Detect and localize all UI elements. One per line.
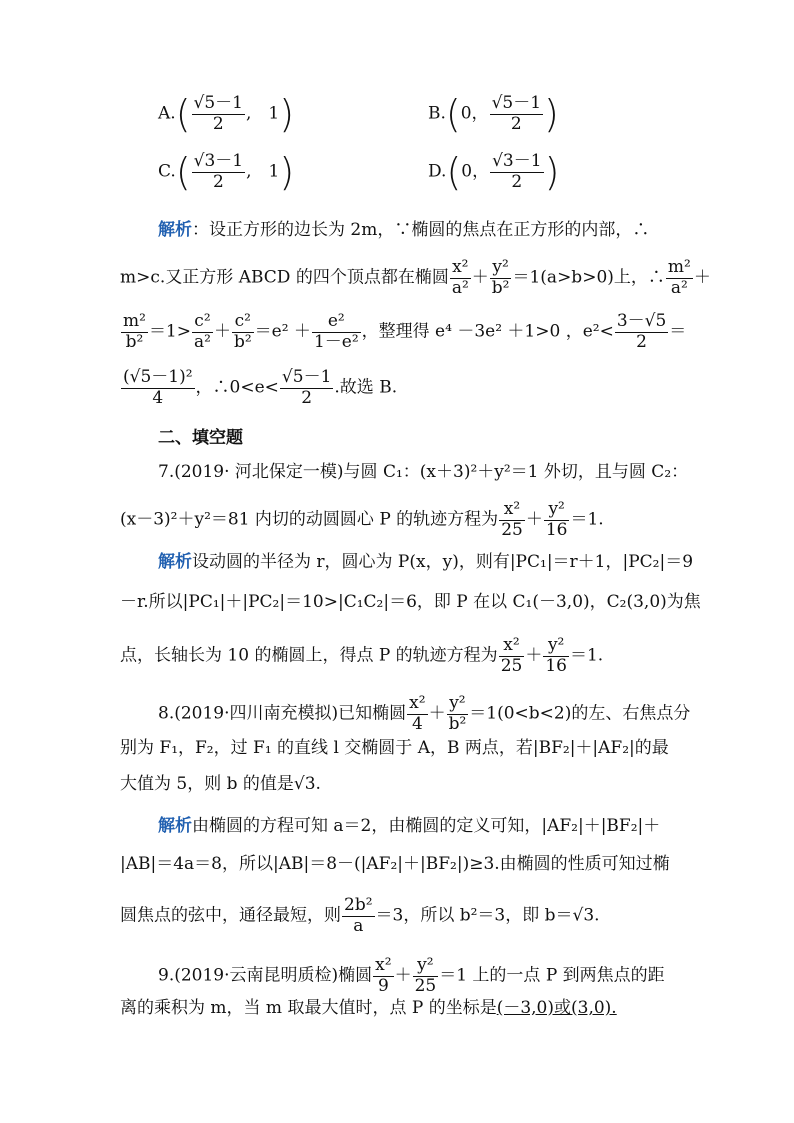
- q8-solution-line3: [120, 896, 600, 936]
- frac: $\frac{\text{(√5－1)²}}{4}$: [123, 367, 193, 408]
- frac: $\frac{\text{c²}}{\text{a²}}$: [194, 311, 211, 352]
- q6-text: ，整理得 e⁴ －3e² ＋1>0 ，e²<: [361, 321, 614, 342]
- option-a: [158, 92, 295, 137]
- jiexi-label: 解析: [158, 220, 192, 240]
- frac: $\frac{\text{y²}}{16}$: [545, 499, 568, 540]
- section-heading: 二、填空题: [158, 428, 243, 448]
- frac: $\frac{\text{2b²}}{a}$: [344, 895, 373, 936]
- frac: $\frac{\text{y²}}{16}$: [545, 635, 567, 676]
- q8-text: 圆焦点的弦中，通径最短，则: [120, 905, 341, 926]
- option-b: [428, 92, 559, 137]
- q6-text: ＝1(a>b>0)上，∴: [512, 267, 665, 288]
- option-b-label: B.: [428, 103, 446, 124]
- frac: $\frac{\text{m²}}{\text{a²}}$: [667, 257, 691, 298]
- q9-line2: [120, 1000, 617, 1017]
- option-b-frac: $\frac{√5-1}{2}$: [491, 93, 542, 134]
- q6-text: ，∴0<e<: [195, 377, 279, 398]
- paren-close: ): [279, 92, 295, 137]
- q7-line2: (x－3)²＋y²＝81 内切的动圆圆心 P 的轨迹方程为 $\frac{\text{x²}}{25}$ ＋ $\frac{\text{y²}}{16}$ ＝1.: [120, 499, 604, 540]
- frac: $\frac{3-√5}{2}$: [616, 311, 667, 352]
- q7-text: 点，长轴长为 10 的椭圆上，得点 P 的轨迹方程为: [120, 645, 498, 666]
- frac: $\frac{\text{x²}}{\text{a²}}$: [451, 257, 469, 298]
- paren-close: ): [279, 150, 295, 195]
- q9-text: 离的乘积为 m，当 m 取最大值时，点 P 的坐标是: [120, 998, 497, 1018]
- q9-answer: (－3,0)或(3,0).: [496, 998, 617, 1018]
- option-d-frac: $\frac{√3-1}{2}$: [492, 151, 542, 192]
- frac: $\frac{\text{y²}}{25}$: [414, 955, 437, 996]
- option-d-label: D.: [428, 161, 447, 182]
- q7-solution-line3: 点，长轴长为 10 的椭圆上，得点 P 的轨迹方程为 $\frac{\text{x²}}{25}$ ＋ $\frac{\text{y²}}{16}$ ＝1.: [120, 635, 604, 676]
- jiexi-label: 解析: [158, 816, 192, 836]
- paren-open: (: [445, 92, 461, 137]
- option-a-tail: , 1: [245, 103, 280, 124]
- q7-solution-line1: [158, 554, 693, 571]
- q6-solution-line4: [120, 368, 397, 408]
- frac: $\frac{\text{y²}}{\text{b²}}$: [448, 693, 467, 734]
- option-b-head: 0，: [460, 103, 489, 124]
- option-c: [158, 150, 295, 195]
- q6-text: ＝1>: [148, 321, 191, 342]
- option-c-label: C.: [158, 161, 176, 182]
- paren-open: (: [446, 150, 462, 195]
- q8-text: ＝1(0<b<2)的左、右焦点分: [469, 703, 691, 724]
- q8-line3: 大值为 5，则 b 的值是√3.: [120, 774, 321, 794]
- frac: $\frac{\text{x²}}{9}$: [375, 955, 392, 996]
- q7-text: ＝1.: [570, 509, 604, 530]
- q6-text: ：设正方形的边长为 2m，∵椭圆的焦点在正方形的内部，∴: [192, 220, 650, 240]
- q6-solution-line3: $\frac{\text{m²}}{\text{b²}}$ ＝1> $\frac{\text{c²}}{\text{a²}}$ ＋ $\frac{\text{c²}}{\text{b²}}$ ＝e² ＋ $\frac{\text{e²}}{\text{1－e²}}$ ，整理得 e⁴ －3e² ＋1>0 ，e²< $\frac{3-√5}{2}$ ＝: [123, 311, 687, 352]
- q7-text: (x－3)²＋y²＝81 内切的动圆圆心 P 的轨迹方程为: [120, 509, 499, 530]
- q6-solution-line2: m>c.又正方形 ABCD 的四个顶点都在椭圆 $\frac{\text{x²}}{\text{a²}}$ ＋ $\frac{\text{y²}}{\text{b²}}$ ＝1(a>b>0)上，∴ $\frac{\text{m²}}{\text{a²}}$ ＋: [120, 257, 711, 298]
- jiexi-label: 解析: [158, 552, 192, 572]
- frac: $\frac{\text{x²}}{25}$: [501, 499, 523, 540]
- option-a-label: A.: [158, 103, 176, 124]
- frac: $\frac{\text{e²}}{\text{1－e²}}$: [313, 311, 359, 352]
- option-c-frac: $\frac{√3-1}{2}$: [193, 151, 244, 192]
- paren-close: ): [544, 150, 560, 195]
- q7-text: ＝1.: [569, 645, 604, 666]
- frac: $\frac{\text{m²}}{\text{b²}}$: [123, 311, 146, 352]
- q6-text: ＝: [669, 321, 687, 342]
- frac: $\frac{\text{c²}}{\text{b²}}$: [233, 311, 252, 352]
- option-d-head: 0，: [461, 161, 490, 182]
- option-c-tail: , 1: [246, 161, 280, 182]
- q9-text: 9.(2019·云南昆明质检)椭圆: [158, 965, 373, 986]
- q7-line1: 7.(2019· 河北保定一模)与圆 C₁：(x＋3)²＋y²＝1 外切，且与圆 C₂：: [158, 462, 689, 482]
- q6-text: ＋: [693, 267, 711, 288]
- q7-solution-line2: －r.所以|PC₁|＋|PC₂|＝10>|C₁C₂|＝6，即 P 在以 C₁(－3,0)，C₂(3,0)为焦: [120, 592, 701, 612]
- q8-solution-line1: [158, 818, 660, 835]
- q8-solution-line2: |AB|＝4a＝8，所以|AB|＝8－(|AF₂|＋|BF₂|)≥3.由椭圆的性质可知过椭: [120, 854, 670, 874]
- q9-line1: 9.(2019·云南昆明质检)椭圆 $\frac{\text{x²}}{9}$ ＋ $\frac{\text{y²}}{25}$ ＝1 上的一点 P 到两焦点的距: [158, 955, 665, 996]
- q8-line2: 别为 F₁，F₂，过 F₁ 的直线 l 交椭圆于 A，B 两点，若|BF₂|＋|AF₂|的最: [120, 738, 669, 758]
- q6-text: m>c.又正方形 ABCD 的四个顶点都在椭圆: [120, 267, 449, 288]
- paren-open: (: [175, 92, 191, 137]
- option-d: [428, 150, 560, 195]
- q6-text: ＝e² ＋: [254, 321, 311, 342]
- q8-text: ＝3，所以 b²＝3，即 b＝√3.: [375, 905, 600, 926]
- q8-line1: 8.(2019·四川南充模拟)已知椭圆 $\frac{\text{x²}}{4}$ ＋ $\frac{\text{y²}}{\text{b²}}$ ＝1(0<b<2)的左、右焦点分: [158, 693, 691, 734]
- q8-text: 由椭圆的方程可知 a＝2，由椭圆的定义可知，|AF₂|＋|BF₂|＋: [192, 816, 661, 836]
- q9-text: ＝1 上的一点 P 到两焦点的距: [439, 965, 665, 986]
- paren-close: ): [544, 92, 559, 137]
- frac: $\frac{\text{x²}}{25}$: [500, 635, 523, 676]
- frac: $\frac{\text{x²}}{4}$: [409, 693, 426, 734]
- paren-open: (: [175, 150, 191, 195]
- q8-text: 8.(2019·四川南充模拟)已知椭圆: [158, 703, 407, 724]
- frac: $\frac{\text{y²}}{\text{b²}}$: [491, 257, 510, 298]
- q6-solution-line1: [158, 222, 649, 239]
- q7-text: 设动圆的半径为 r，圆心为 P(x，y)，则有|PC₁|＝r＋1，|PC₂|＝9: [192, 552, 694, 572]
- frac: $\frac{√5-1}{2}$: [281, 367, 332, 408]
- option-a-frac: $\frac{√5-1}{2}$: [193, 93, 243, 134]
- q6-text: .故选 B.: [334, 377, 398, 398]
